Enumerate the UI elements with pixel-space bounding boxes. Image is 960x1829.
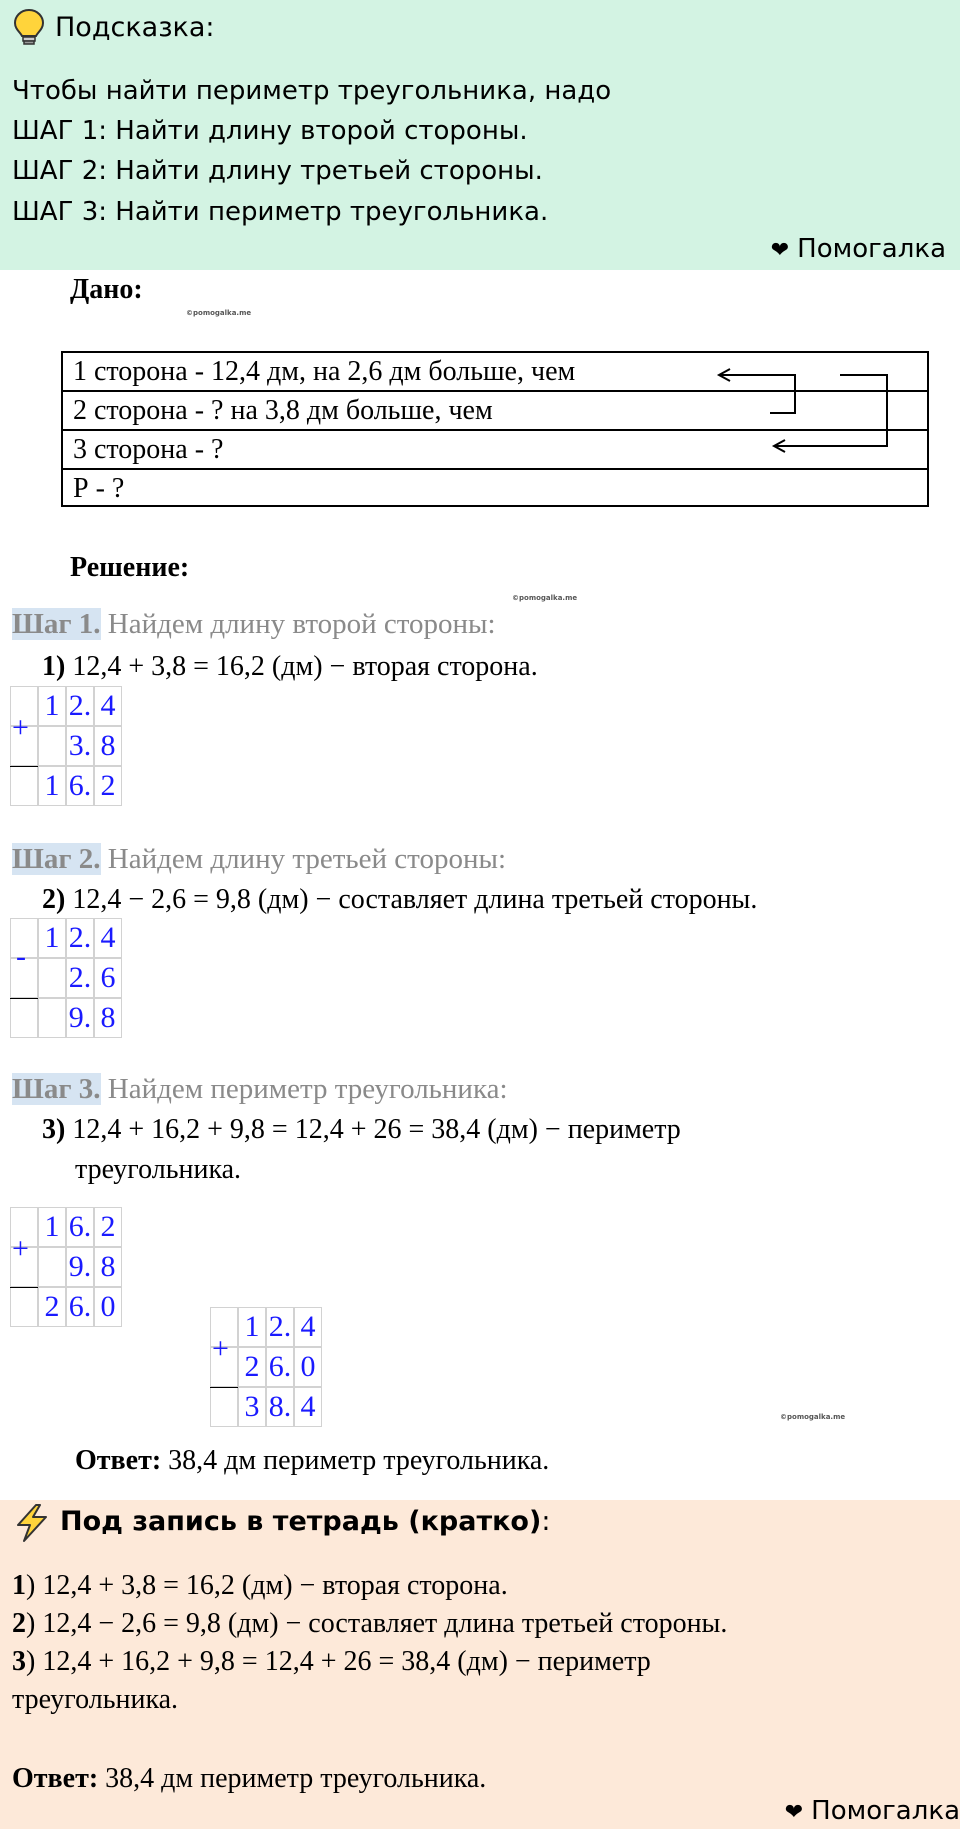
heart-icon: ❤ — [770, 238, 790, 263]
step3-equation: 3) 12,4 + 16,2 + 9,8 = 12,4 + 26 = 38,4 (дм) − периметр — [42, 1114, 681, 1145]
note-line-3: 3) 12,4 + 16,2 + 9,8 = 12,4 + 26 = 38,4 (дм) − периметр — [12, 1646, 651, 1677]
step2-equation: 2) 12,4 − 2,6 = 9,8 (дм) − составляет длина третьей стороны. — [42, 884, 758, 915]
hint-step1: ШАГ 1: Найти длину второй стороны. — [12, 116, 528, 146]
step1-title: Шаг 1. Найдем длину второй стороны: — [12, 608, 496, 640]
step3-equation-cont: треугольника. — [75, 1154, 242, 1185]
note-line-4: треугольника. — [12, 1684, 179, 1715]
brand-label: ❤ Помогалка — [784, 1796, 960, 1826]
relation-arrows — [700, 360, 900, 460]
solution-heading: Решение: — [70, 552, 190, 583]
lightbulb-icon — [12, 8, 46, 46]
hint-intro: Чтобы найти периметр треугольника, надо — [12, 76, 612, 106]
heart-icon: ❤ — [784, 1800, 804, 1825]
watermark: ©pomogalka.me — [512, 594, 578, 602]
plus-sign: + — [12, 1232, 29, 1265]
given-heading: Дано: — [70, 274, 143, 305]
lightning-icon — [12, 1503, 52, 1543]
plus-sign: + — [212, 1332, 229, 1365]
given-row: 2 сторона - ? на 3,8 дм больше, чем — [63, 392, 927, 431]
given-row: 3 сторона - ? — [63, 431, 927, 470]
watermark: ©pomogalka.me — [780, 1413, 846, 1421]
minus-sign: - — [16, 940, 26, 973]
note-title: Под запись в тетрадь (кратко): — [60, 1506, 551, 1537]
brand-label: ❤ Помогалка — [770, 234, 946, 264]
hint-step3: ШАГ 3: Найти периметр треугольника. — [12, 197, 549, 227]
note-line-1: 1) 12,4 + 3,8 = 16,2 (дм) − вторая сторона. — [12, 1570, 508, 1601]
note-line-2: 2) 12,4 − 2,6 = 9,8 (дм) − составляет длина третьей стороны. — [12, 1608, 728, 1639]
hint-step2: ШАГ 2: Найти длину третьей стороны. — [12, 156, 543, 186]
given-row: 1 сторона - 12,4 дм, на 2,6 дм больше, чем — [63, 353, 927, 392]
answer: Ответ: 38,4 дм периметр треугольника. — [75, 1445, 550, 1476]
watermark: ©pomogalka.me — [186, 309, 252, 317]
step1-equation: 1) 12,4 + 3,8 = 16,2 (дм) − вторая сторона. — [42, 651, 538, 682]
step2-title: Шаг 2. Найдем длину третьей стороны: — [12, 843, 507, 875]
given-row: Р - ? — [73, 473, 125, 504]
hint-title: Подсказка: — [55, 12, 215, 43]
plus-sign: + — [12, 711, 29, 744]
note-answer: Ответ: 38,4 дм периметр треугольника. — [12, 1763, 487, 1794]
step3-title: Шаг 3. Найдем периметр треугольника: — [12, 1073, 508, 1105]
